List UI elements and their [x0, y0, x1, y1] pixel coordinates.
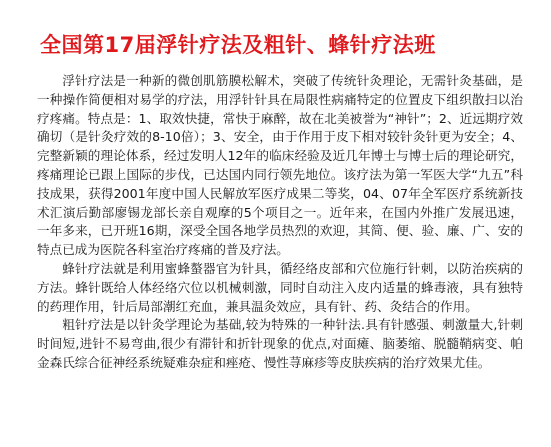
paragraph-fuzhen: 浮针疗法是一种新的微创肌筋膜松解术，突破了传统针灸理论，无需针灸基础，是一种操作简便相对易学的疗法，用浮针针具在局限性病痛特定的位置皮下组织散扫以治疗疼痛。特点是：1、取效快捷，常快于麻醉，故在北美被誉为“神针”；2、近远期疗效确切（是针灸疗效的8-10倍）；3、安全，由于作用于皮下相对较针灸针更为安全；4、完整新颖的理论体系，经过发明人12年的临床经验及近几年博士与博士后的理论研究，疼痛理论已跟上国际的步伐，已达国内同行领先地位。该疗法为第一军医大学“九五”科技成果，获得2001年度中国人民解放军医疗成果二等奖，04、07年全军医疗系统新技术汇演后勤部廖锡龙部长亲自观摩的5个项目之一。近年来，在国内外推广发展迅速，一年多来，已开班16期，深受全国各地学员热烈的欢迎，其简、便、验、廉、广、安的特点已成为医院各科室治疗疼痛的普及疗法。: [37, 73, 523, 258]
paragraph-cuzhen: 粗针疗法是以针灸学理论为基础,较为特殊的一种针法.具有针感强、刺激量大,针刺时间短,进针不易弯曲,很少有滞针和折针现象的优点,对面瘫、脑萎缩、脱髓鞘病变、帕金森氏综合征神经系统疑难杂症和痤疮、慢性荨麻疹等皮肤疾病的治疗效果尤佳。: [37, 317, 523, 370]
document-title: 全国第17届浮针疗法及粗针、蜂针疗法班: [40, 33, 436, 57]
paragraph-fengzhen: 蜂针疗法就是利用蜜蜂螯器官为针具，循经络皮部和穴位施行针刺，以防治疾病的方法。蜂针既给人体经络穴位以机械刺激，同时自动注入皮内适量的蜂毒液，具有独特的药理作用，针后局部潮红充血，兼具温灸效应，具有针、药、灸结合的作用。: [37, 260, 523, 314]
document-body: [37, 72, 523, 373]
